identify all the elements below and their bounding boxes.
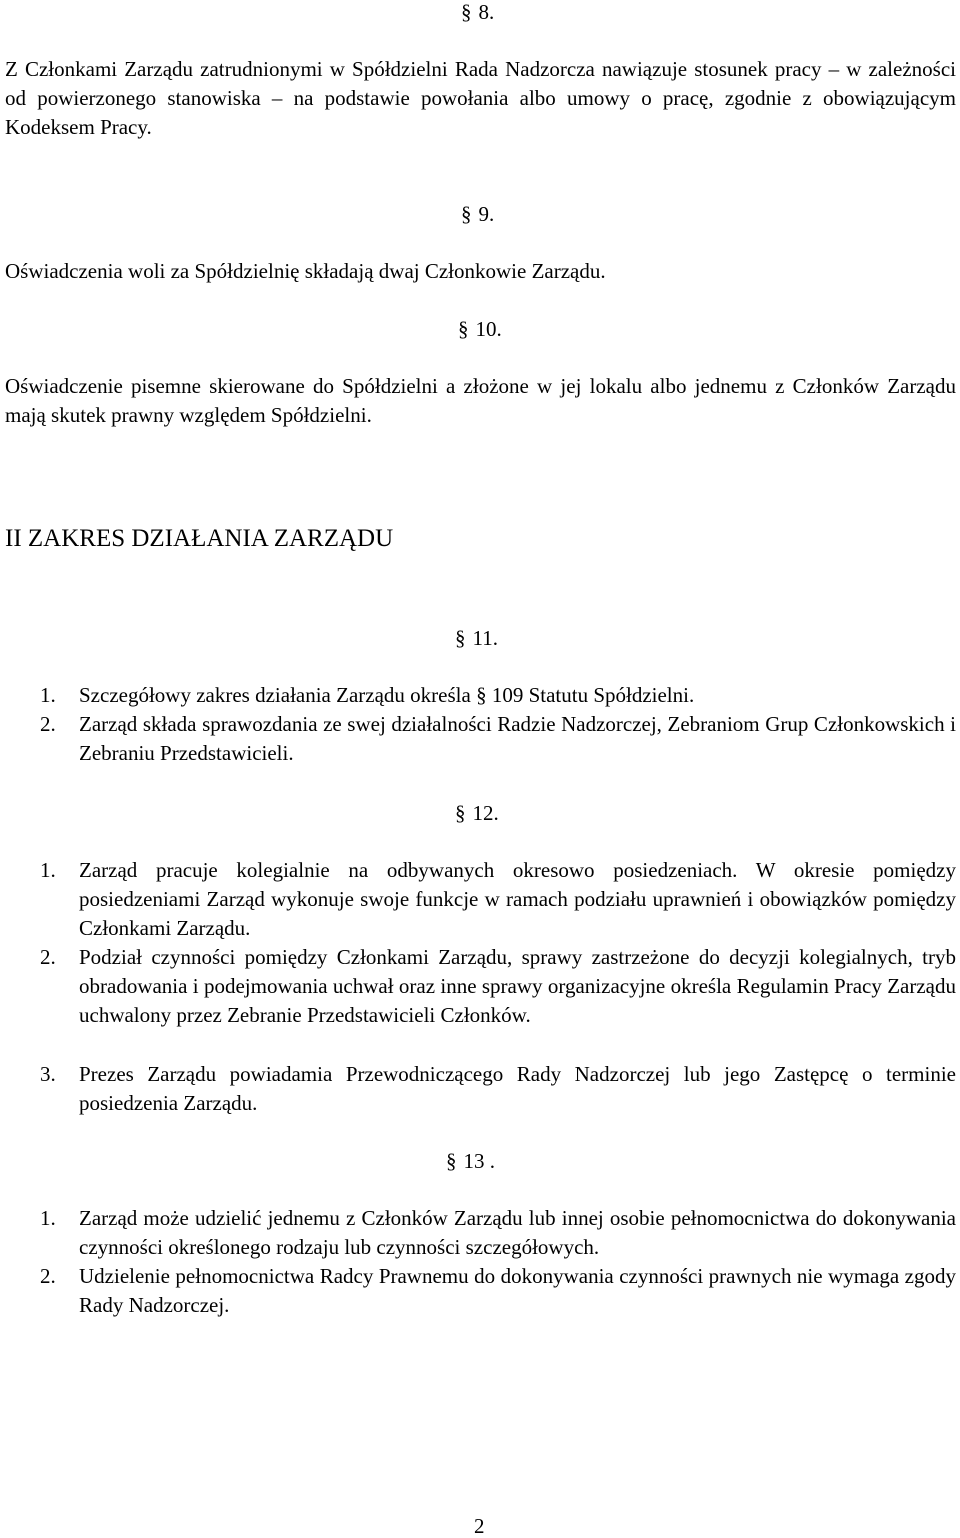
section-number: 9. bbox=[478, 202, 495, 226]
list-item-number: 1. bbox=[40, 683, 56, 707]
section-number: 10. bbox=[475, 317, 502, 341]
list-item-text-start: Szczegółowy zakres działania Zarządu określa bbox=[79, 683, 477, 707]
section-11-heading bbox=[455, 626, 498, 650]
list-item-text: Podział czynności pomiędzy Członkami Zarządu, sprawy zastrzeżone do decyzji kolegialnych, tryb obradowania i podejmowania uchwał oraz inne sprawy organizacyjne określa Regulamin Pracy Zarządu uchwalony przez Zebranie Przedstawicieli Członków. bbox=[79, 945, 956, 1027]
section-9-heading bbox=[461, 202, 494, 226]
section-13-heading bbox=[446, 1149, 495, 1173]
section-symbol: § bbox=[455, 626, 466, 650]
chapter-heading: II ZAKRES DZIAŁANIA ZARZĄDU bbox=[5, 525, 394, 552]
section-number: 11. bbox=[472, 626, 498, 650]
section-symbol: § bbox=[476, 683, 487, 707]
list-item-number: 2. bbox=[40, 945, 56, 969]
section-number: 13 . bbox=[463, 1149, 495, 1173]
section-8-heading bbox=[461, 0, 494, 24]
paragraph-10: Oświadczenie pisemne skierowane do Spółdzielni a złożone w jej lokalu albo jednemu z Członków Zarządu mają skutek prawny względem Spółdzielni. bbox=[5, 374, 956, 427]
paragraph-9: Oświadczenia woli za Spółdzielnię składają dwaj Członkowie Zarządu. bbox=[5, 259, 606, 283]
list-item-text-end: 109 Statutu Spółdzielni. bbox=[486, 683, 695, 707]
paragraph-8: Z Członkami Zarządu zatrudnionymi w Spółdzielni Rada Nadzorcza nawiązuje stosunek pracy – w zależności od powierzonego stanowiska – na podstawie powołania albo umowy o pracę, zgodnie z obowiązującym Kodeksem Pracy. bbox=[5, 57, 956, 139]
section-symbol: § bbox=[461, 0, 472, 24]
list-item-text: Zarząd pracuje kolegialnie na odbywanych okresowo posiedzeniach. W okresie pomiędzy posiedzeniami Zarząd wykonuje swoje funkcje w ramach podziału uprawnień i obowiązków pomiędzy Członkami Zarządu. bbox=[79, 858, 956, 940]
list-item-text bbox=[79, 681, 956, 710]
section-symbol: § bbox=[455, 801, 466, 825]
list-item-text: Udzielenie pełnomocnictwa Radcy Prawnemu do dokonywania czynności prawnych nie wymaga zgody Rady Nadzorczej. bbox=[79, 1264, 956, 1317]
section-number: 8. bbox=[478, 0, 495, 24]
section-symbol: § bbox=[458, 317, 469, 341]
section-symbol: § bbox=[461, 202, 472, 226]
list-item-text: Zarząd może udzielić jednemu z Członków Zarządu lub innej osobie pełnomocnictwa do dokonywania czynności określonego rodzaju lub czynności szczegółowych. bbox=[79, 1206, 956, 1259]
list-item-number: 3. bbox=[40, 1062, 56, 1086]
section-10-heading bbox=[458, 317, 502, 341]
page-number: 2 bbox=[474, 1514, 485, 1538]
list-item-text: Prezes Zarządu powiadamia Przewodniczącego Rady Nadzorczej lub jego Zastępcę o terminie posiedzenia Zarządu. bbox=[79, 1062, 956, 1115]
section-symbol: § bbox=[446, 1149, 457, 1173]
section-12-heading bbox=[455, 801, 499, 825]
list-item-text: Zarząd składa sprawozdania ze swej działalności Radzie Nadzorczej, Zebraniom Grup Członkowskich i Zebraniu Przedstawicieli. bbox=[79, 712, 956, 765]
list-item-number: 2. bbox=[40, 712, 56, 736]
list-item-number: 1. bbox=[40, 1206, 56, 1230]
list-item-number: 1. bbox=[40, 858, 56, 882]
section-number: 12. bbox=[472, 801, 499, 825]
list-item-number: 2. bbox=[40, 1264, 56, 1288]
